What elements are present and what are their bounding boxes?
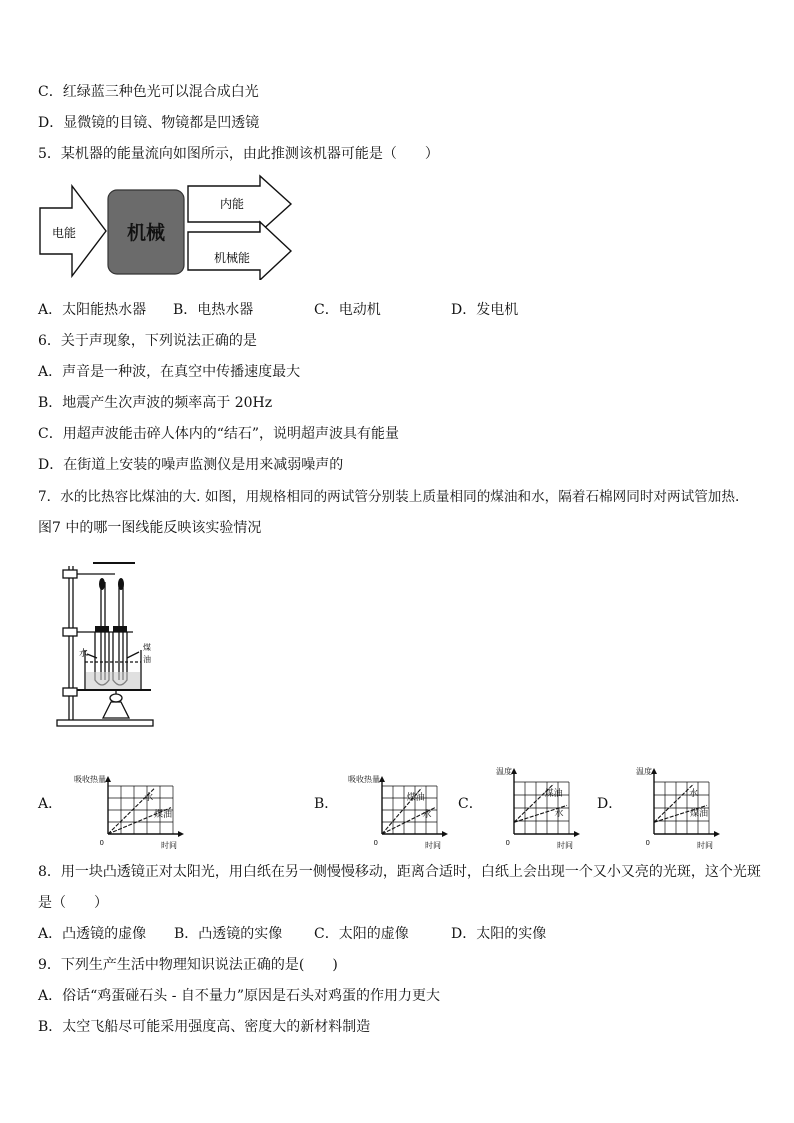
input-energy-label: 电能 [52,226,77,240]
graph-y-label: 吸收热量 [348,775,380,784]
graph-origin-label: 0 [645,839,650,847]
q7-option-d-letter: D． [597,796,623,812]
graph-y-label: 温度 [636,767,652,776]
q5-stem: 5．某机器的能量流向如图所示，由此推测该机器可能是（ ） [38,146,439,162]
q5-option-c: C．电动机 [314,302,381,318]
q6-option-c: C．用超声波能击碎人体内的“结石”，说明超声波具有能量 [38,426,400,442]
output-top-label: 内能 [220,197,245,211]
kerosene-label-2: 油 [143,655,151,664]
q8-stem-line1: 8．用一块凸透镜正对太阳光，用白纸在另一侧慢慢移动，距离合适时，白纸上会出现一个又小又亮的光斑，这个光斑 [38,864,761,880]
q6-stem: 6．关于声现象，下列说法正确的是 [38,333,257,349]
q7-stem-line2: 图7 中的哪一图线能反映该实验情况 [38,520,262,536]
graph-lower-series-label: 水 [554,808,564,819]
stand-base [57,720,153,726]
q4-option-d: D．显微镜的目镜、物镜都是凹透镜 [38,115,260,131]
x-axis-arrow [714,831,720,837]
upper-series-line [654,784,694,822]
graph-x-label: 时间 [557,841,573,850]
q7-stem-line1: 7．水的比热容比煤油的大. 如图，用规格相同的两试管分别装上质量相同的煤油和水，隔着石棉网同时对两试管加热. [38,489,740,505]
q7-option-c-letter: C． [458,796,483,812]
graph-a [60,772,195,850]
graph-x-label: 时间 [425,841,441,850]
q6-option-b: B．地震产生次声波的频率高于 20Hz [38,395,273,411]
machine-label: 机械 [126,222,166,244]
graph-c [480,764,585,850]
graph-x-label: 时间 [697,841,713,850]
energy-flow-diagram [38,174,298,280]
graph-origin-label: 0 [505,839,510,847]
graph-y-label: 温度 [496,767,512,776]
q8-option-d: D．太阳的实像 [451,926,547,942]
graph-b [334,772,452,850]
heating-apparatus-figure [55,562,175,732]
graph-lower-series-label: 煤油 [689,808,709,819]
graph-lower-series-label: 煤油 [153,810,173,821]
q8-option-c: C．太阳的虚像 [314,926,409,942]
q7-option-a-letter: A． [38,796,63,812]
q9-option-b: B．太空飞船尽可能采用强度高、密度大的新材料制造 [38,1019,371,1035]
water-label: 水 [79,649,89,659]
graph-upper-series-label: 水 [144,793,154,803]
kerosene-label-1: 煤 [143,643,151,652]
q9-stem: 9．下列生产生活中物理知识说法正确的是( ) [38,957,338,973]
x-axis-arrow [574,831,580,837]
graph-y-label: 吸收热量 [74,775,106,784]
output-bottom-label: 机械能 [214,251,251,265]
graph-upper-series-label: 煤油 [406,793,425,803]
graph-d [620,764,720,850]
x-axis-arrow [178,831,184,837]
graph-origin-label: 0 [99,839,104,847]
graph-x-label: 时间 [161,841,177,850]
q8-option-b: B．凸透镜的实像 [174,926,283,942]
x-axis-arrow [442,831,448,837]
q5-option-a: A．太阳能热水器 [38,302,147,318]
q9-option-a: A．俗话“鸡蛋碰石头 - 自不量力”原因是石头对鸡蛋的作用力更大 [38,988,441,1004]
graph-upper-series-label: 水 [689,789,699,799]
graph-origin-label: 0 [373,839,378,847]
graph-lower-series-label: 水 [422,810,432,821]
graph-upper-series-label: 煤油 [544,789,563,799]
q7-option-b-letter: B． [314,796,339,812]
q8-stem-line2: 是（ ） [38,895,108,911]
q5-option-b: B．电热水器 [173,302,254,318]
q6-option-a: A．声音是一种波，在真空中传播速度最大 [38,364,301,380]
q4-option-c: C．红绿蓝三种色光可以混合成白光 [38,84,259,100]
q6-option-d: D．在街道上安装的噪声监测仪是用来减弱噪声的 [38,457,344,473]
q8-option-a: A．凸透镜的虚像 [38,926,147,942]
q5-option-d: D．发电机 [451,302,519,318]
